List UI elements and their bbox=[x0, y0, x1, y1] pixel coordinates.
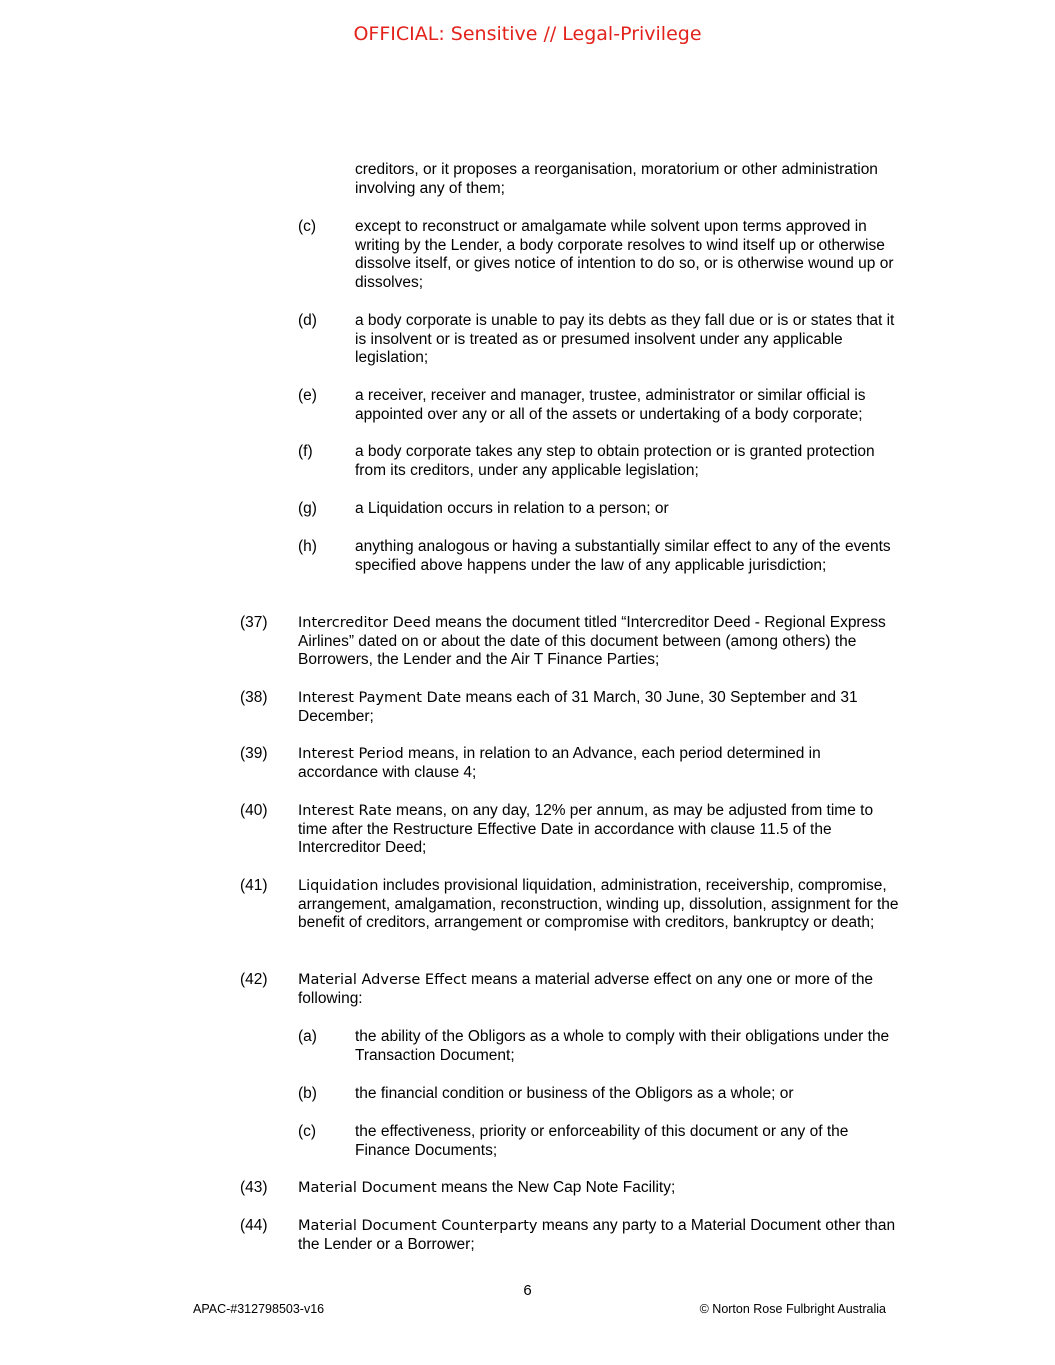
defined-term: Material Document bbox=[298, 1180, 437, 1196]
definition-number: (39) bbox=[240, 745, 268, 762]
item-number: (f) bbox=[298, 443, 313, 460]
definition-number: (38) bbox=[240, 689, 268, 706]
item-number: (b) bbox=[298, 1085, 317, 1102]
copyright-notice: © Norton Rose Fulbright Australia bbox=[699, 1302, 886, 1316]
definition-text: Liquidation includes provisional liquidation, administration, receivership, compromise, arrangement, amalgamation, reconstruction, winding up, dissolution, assignment for the benefit of creditors, arrangement or compromise with creditors, bankruptcy or death; bbox=[298, 877, 899, 932]
item-number: (g) bbox=[298, 500, 317, 517]
page-number: 6 bbox=[523, 1282, 532, 1299]
item-text: the ability of the Obligors as a whole to comply with their obligations under the Transaction Document; bbox=[355, 1028, 890, 1064]
item-number: (c) bbox=[298, 1123, 317, 1140]
item-number: (d) bbox=[298, 312, 317, 329]
definition-text: Intercreditor Deed means the document titled “Intercreditor Deed - Regional Express Airlines” dated on or about the date of this document between (among others) the Borrowers, the Lender and the Air T Finance Parties; bbox=[298, 614, 886, 669]
item-text: a body corporate takes any step to obtain protection or is granted protection from its creditors, under any applicable legislation; bbox=[355, 443, 875, 479]
item-number: (a) bbox=[298, 1028, 317, 1045]
defined-term: Intercreditor Deed bbox=[298, 615, 431, 631]
document-reference: APAC-#312798503-v16 bbox=[193, 1302, 325, 1316]
definition-text: Interest Payment Date means each of 31 March, 30 June, 30 September and 31 December; bbox=[298, 689, 858, 725]
definition-text: Interest Period means, in relation to an Advance, each period determined in accordance with clause 4; bbox=[298, 745, 821, 781]
item-text: the effectiveness, priority or enforceability of this document or any of the Finance Documents; bbox=[355, 1123, 849, 1159]
continuation-paragraph: creditors, or it proposes a reorganisation, moratorium or other administration involving any of them; bbox=[355, 161, 878, 197]
definition-number: (41) bbox=[240, 877, 268, 894]
defined-term: Interest Period bbox=[298, 746, 404, 762]
definition-number: (42) bbox=[240, 971, 268, 988]
definition-text: Interest Rate means, on any day, 12% per annum, as may be adjusted from time to time after the Restructure Effective Date in accordance with clause 11.5 of the Intercreditor Deed; bbox=[298, 802, 874, 857]
defined-term: Interest Payment Date bbox=[298, 690, 462, 706]
classification-header: OFFICIAL: Sensitive // Legal-Privilege bbox=[353, 23, 702, 45]
item-text: a receiver, receiver and manager, trustee, administrator or similar official is appointed over any or all of the assets or undertaking of a body corporate; bbox=[355, 387, 866, 423]
item-text: except to reconstruct or amalgamate while solvent upon terms approved in writing by the Lender, a body corporate resolves to wind itself up or otherwise dissolve itself, or gives notice of intention to do so, or is otherwise wound up or dissolves; bbox=[355, 218, 894, 291]
item-text: the financial condition or business of the Obligors as a whole; or bbox=[355, 1085, 794, 1102]
definition-number: (43) bbox=[240, 1179, 268, 1196]
defined-term: Material Document Counterparty bbox=[298, 1218, 538, 1234]
item-number: (c) bbox=[298, 218, 317, 235]
item-text: a Liquidation occurs in relation to a person; or bbox=[355, 500, 669, 517]
definition-number: (40) bbox=[240, 802, 268, 819]
item-text: a body corporate is unable to pay its debts as they fall due or is or states that it is insolvent or is treated as or presumed insolvent under any applicable legislation; bbox=[355, 312, 895, 367]
definition-text: Material Document means the New Cap Note Facility; bbox=[298, 1179, 676, 1196]
item-number: (h) bbox=[298, 538, 317, 555]
defined-term: Material Adverse Effect bbox=[298, 972, 467, 988]
definition-number: (37) bbox=[240, 614, 268, 631]
definition-number: (44) bbox=[240, 1217, 268, 1234]
item-text: anything analogous or having a substantially similar effect to any of the events specified above happens under the law of any applicable jurisdiction; bbox=[355, 538, 891, 574]
item-number: (e) bbox=[298, 387, 317, 404]
definition-text: Material Document Counterparty means any party to a Material Document other than the Lender or a Borrower; bbox=[298, 1217, 896, 1253]
defined-term: Liquidation bbox=[298, 878, 379, 894]
defined-term: Interest Rate bbox=[298, 803, 392, 819]
definition-text: Material Adverse Effect means a material adverse effect on any one or more of the following: bbox=[298, 971, 874, 1007]
